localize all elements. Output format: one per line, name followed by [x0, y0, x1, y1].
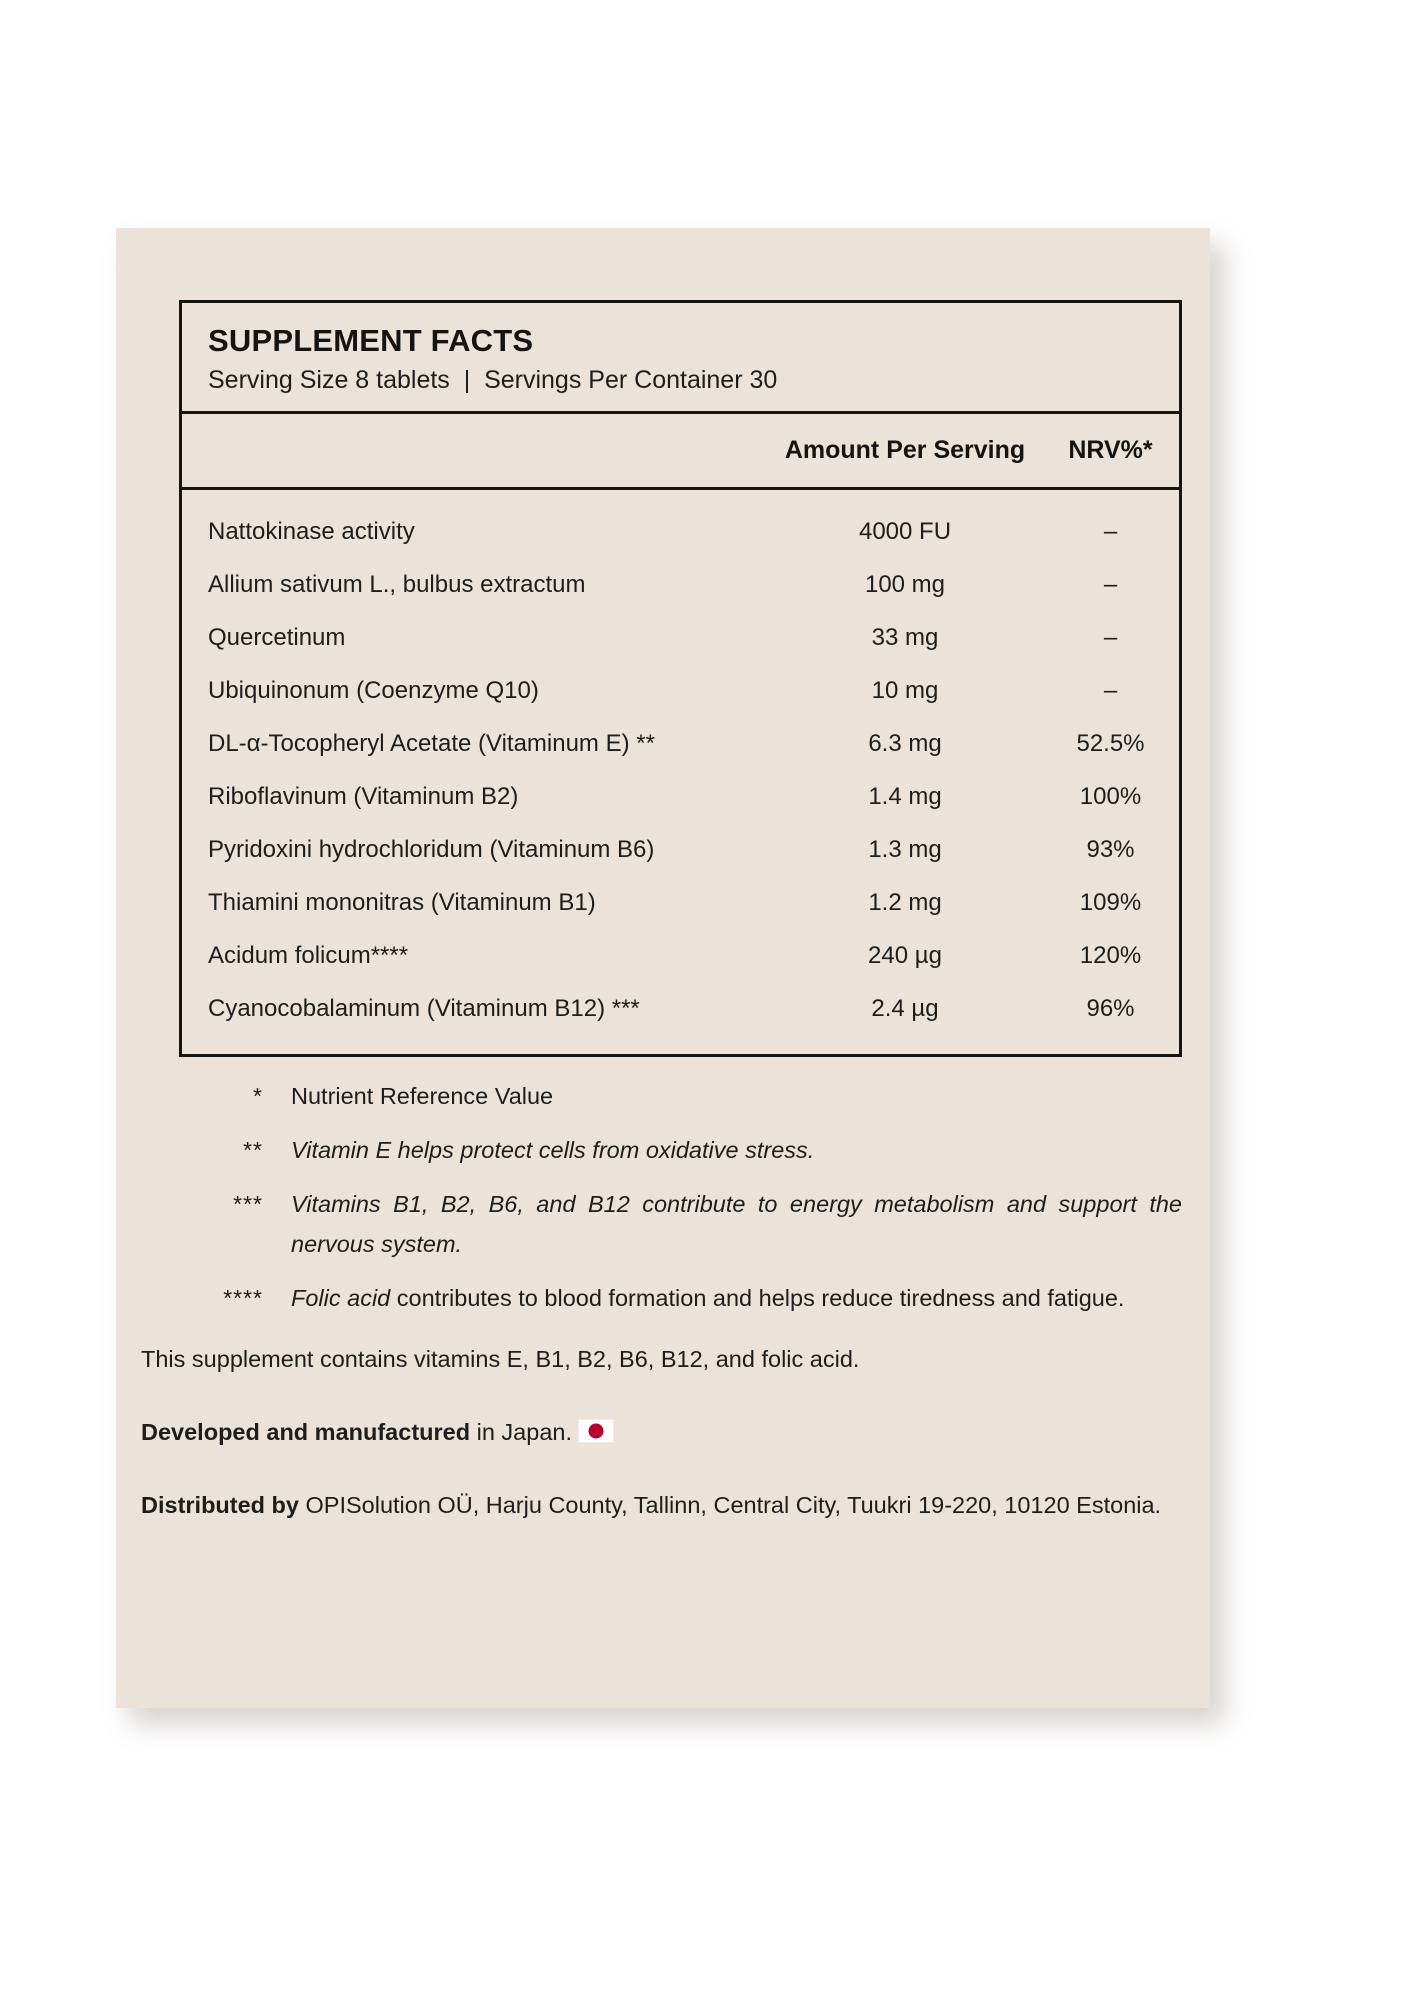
table-row [182, 877, 1179, 930]
table-row [182, 612, 1179, 665]
ingredient-nrv: – [1103, 518, 1118, 546]
bottom-information [141, 1336, 1186, 1555]
distributed-label: Distributed by [141, 1492, 299, 1518]
manufactured-label: Developed and manufactured [141, 1419, 471, 1445]
table-row [182, 559, 1179, 612]
japan-flag-disc [588, 1424, 603, 1439]
footnote-marker: ** [243, 1137, 263, 1163]
ingredient-amount: 100 mg [864, 571, 946, 599]
footnote-text: Nutrient Reference Value [291, 1083, 554, 1109]
table-row [182, 665, 1179, 718]
card-inner [116, 228, 1210, 1708]
ingredient-amount: 4000 FU [858, 518, 952, 546]
manufactured-rest: in Japan. [470, 1419, 572, 1445]
ingredient-name: Nattokinase activity [208, 518, 415, 546]
table-row [182, 718, 1179, 771]
footnotes [179, 1076, 1182, 1332]
ingredient-amount: 1.3 mg [868, 836, 942, 864]
footnote-marker: *** [233, 1191, 263, 1217]
ingredient-name: Quercetinum [208, 624, 346, 652]
japan-flag-icon [578, 1419, 614, 1443]
table-row [182, 824, 1179, 877]
table-column-headers [182, 414, 1179, 490]
contains-statement: This supplement contains vitamins E, B1, B2, B6, B12, and folic acid. [141, 1346, 860, 1372]
footnote-text: Vitamin E helps protect cells from oxidative stress. [291, 1137, 815, 1163]
ingredient-name: Riboflavinum (Vitaminum B2) [208, 783, 519, 811]
ingredient-nrv: – [1103, 571, 1118, 599]
column-header-nrv: NRV%* [1068, 435, 1153, 464]
ingredient-nrv: 93% [1086, 836, 1135, 864]
footnote-emphasis: Folic acid [291, 1285, 391, 1311]
footnote-item [179, 1184, 1182, 1264]
footnote-marker: * [253, 1083, 263, 1109]
footnote-rest: contributes to blood formation and helps reduce tiredness and fatigue. [390, 1285, 1125, 1311]
footnote-text: Vitamins B1, B2, B6, and B12 contribute to energy metabolism and support the nervous system. [291, 1191, 1182, 1257]
ingredient-nrv: 100% [1079, 783, 1142, 811]
ingredient-amount: 33 mg [871, 624, 939, 652]
table-row [182, 930, 1179, 983]
ingredient-amount: 10 mg [871, 677, 939, 705]
page-title: SUPPLEMENT FACTS [208, 323, 534, 358]
ingredient-name: DL-α-Tocopheryl Acetate (Vitaminum E) ** [208, 730, 655, 758]
supplement-facts-box [179, 300, 1182, 1057]
ingredient-nrv: – [1103, 677, 1118, 705]
ingredient-name: Ubiquinonum (Coenzyme Q10) [208, 677, 539, 705]
ingredient-amount: 1.4 mg [868, 783, 942, 811]
ingredient-amount: 2.4 µg [871, 995, 939, 1023]
footnote-text [291, 1278, 1182, 1318]
table-row [182, 983, 1179, 1036]
ingredient-nrv: 52.5% [1076, 730, 1145, 758]
footnote-item [179, 1278, 1182, 1318]
footnote-item [179, 1130, 1182, 1170]
ingredient-amount: 6.3 mg [868, 730, 942, 758]
distributed-rest: OPISolution OÜ, Harju County, Tallinn, Central City, Tuukri 19-220, 10120 Estonia. [298, 1492, 1162, 1518]
serving-info: Serving Size 8 tablets | Servings Per Container 30 [208, 365, 778, 394]
ingredient-nrv: – [1103, 624, 1118, 652]
ingredient-amount: 1.2 mg [868, 889, 942, 917]
ingredient-name: Allium sativum L., bulbus extractum [208, 571, 586, 599]
ingredient-nrv: 120% [1079, 942, 1142, 970]
table-row [182, 506, 1179, 559]
ingredient-name: Cyanocobalaminum (Vitaminum B12) *** [208, 995, 640, 1023]
ingredient-name: Pyridoxini hydrochloridum (Vitaminum B6) [208, 836, 655, 864]
ingredient-amount: 240 µg [868, 942, 942, 970]
supplement-label-card [116, 228, 1210, 1708]
ingredient-name: Thiamini mononitras (Vitaminum B1) [208, 889, 596, 917]
table-row [182, 771, 1179, 824]
footnote-item [179, 1076, 1182, 1116]
column-header-amount: Amount Per Serving [784, 435, 1026, 464]
ingredient-nrv: 96% [1086, 995, 1135, 1023]
distributor-statement [141, 1482, 1186, 1529]
footnote-marker: **** [223, 1285, 263, 1311]
ingredient-name: Acidum folicum**** [208, 942, 409, 970]
ingredient-rows [182, 490, 1179, 1054]
facts-header [182, 303, 1179, 414]
manufactured-statement [141, 1409, 1186, 1456]
ingredient-nrv: 109% [1079, 889, 1142, 917]
